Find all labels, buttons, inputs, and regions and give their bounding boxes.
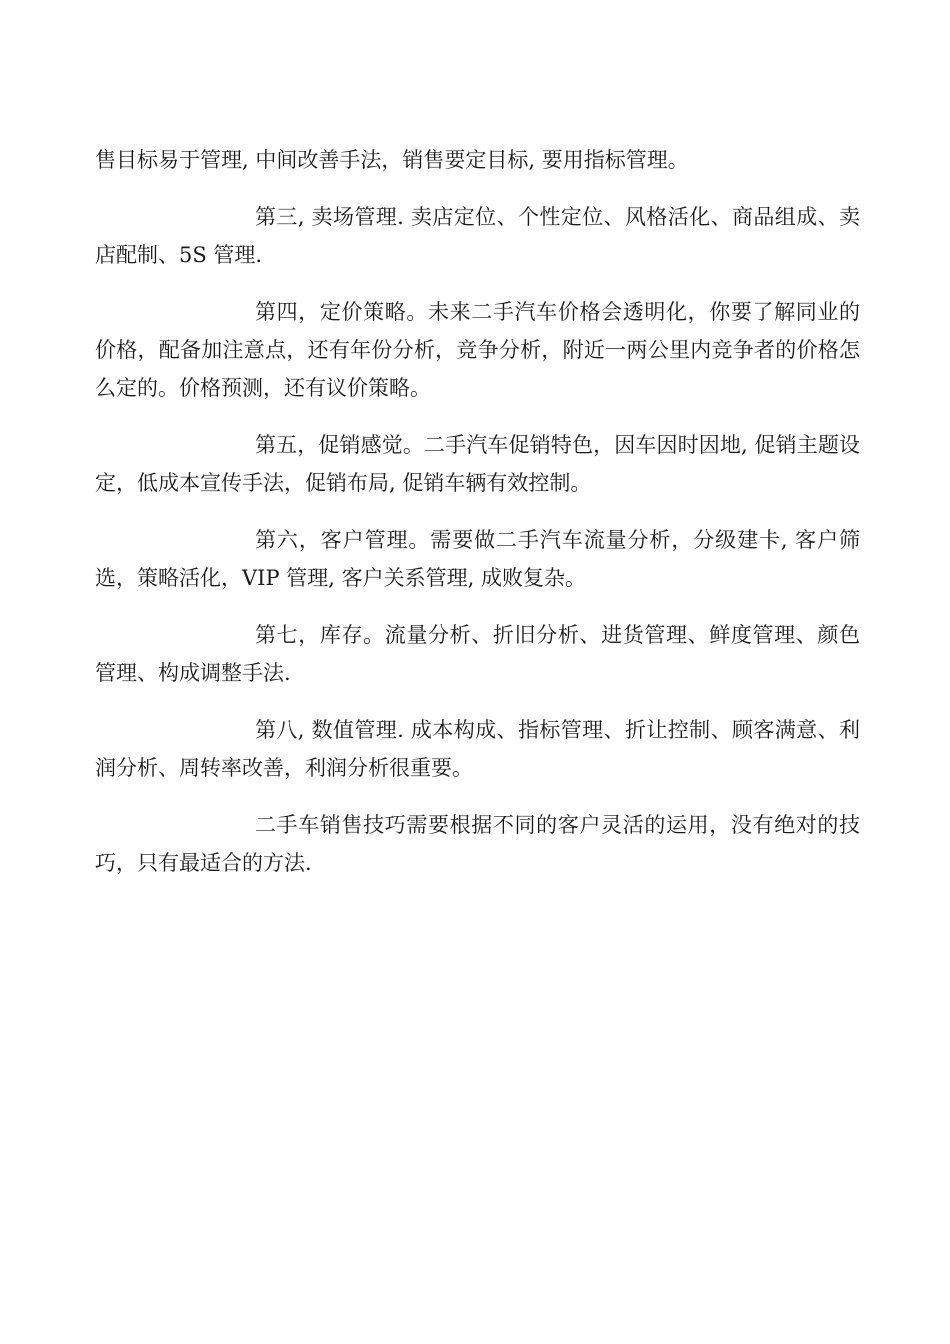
paragraph-customer-management: 第六，客户管理。需要做二手汽车流量分析，分级建卡, 客户筛选，策略活化，VIP 管理, 客户关系管理, 成败复杂。 [95, 528, 860, 590]
paragraph-sales-target: 售目标易于管理, 中间改善手法，销售要定目标, 要用指标管理。 [95, 148, 689, 172]
paragraph-numeric-management: 第八, 数值管理. 成本构成、指标管理、折让控制、顾客满意、利润分析、周转率改善，利润分析很重要。 [95, 718, 860, 780]
document-body [95, 141, 860, 901]
paragraph-promotion: 第五，促销感觉。二手汽车促销特色，因车因时因地, 促销主题设定，低成本宣传手法，促销布局, 促销车辆有效控制。 [95, 433, 860, 495]
paragraph-pricing-strategy: 第四，定价策略。未来二手汽车价格会透明化，你要了解同业的价格，配备加注意点，还有年份分析，竞争分析，附近一两公里内竞争者的价格怎么定的。价格预测，还有议价策略。 [95, 300, 860, 400]
paragraph-conclusion: 二手车销售技巧需要根据不同的客户灵活的运用，没有绝对的技巧，只有最适合的方法. [95, 813, 860, 875]
paragraph-store-management: 第三, 卖场管理. 卖店定位、个性定位、风格活化、商品组成、卖店配制、5S 管理. [95, 205, 860, 267]
paragraph-inventory: 第七，库存。流量分析、折旧分析、进货管理、鲜度管理、颜色管理、构成调整手法. [95, 623, 860, 685]
